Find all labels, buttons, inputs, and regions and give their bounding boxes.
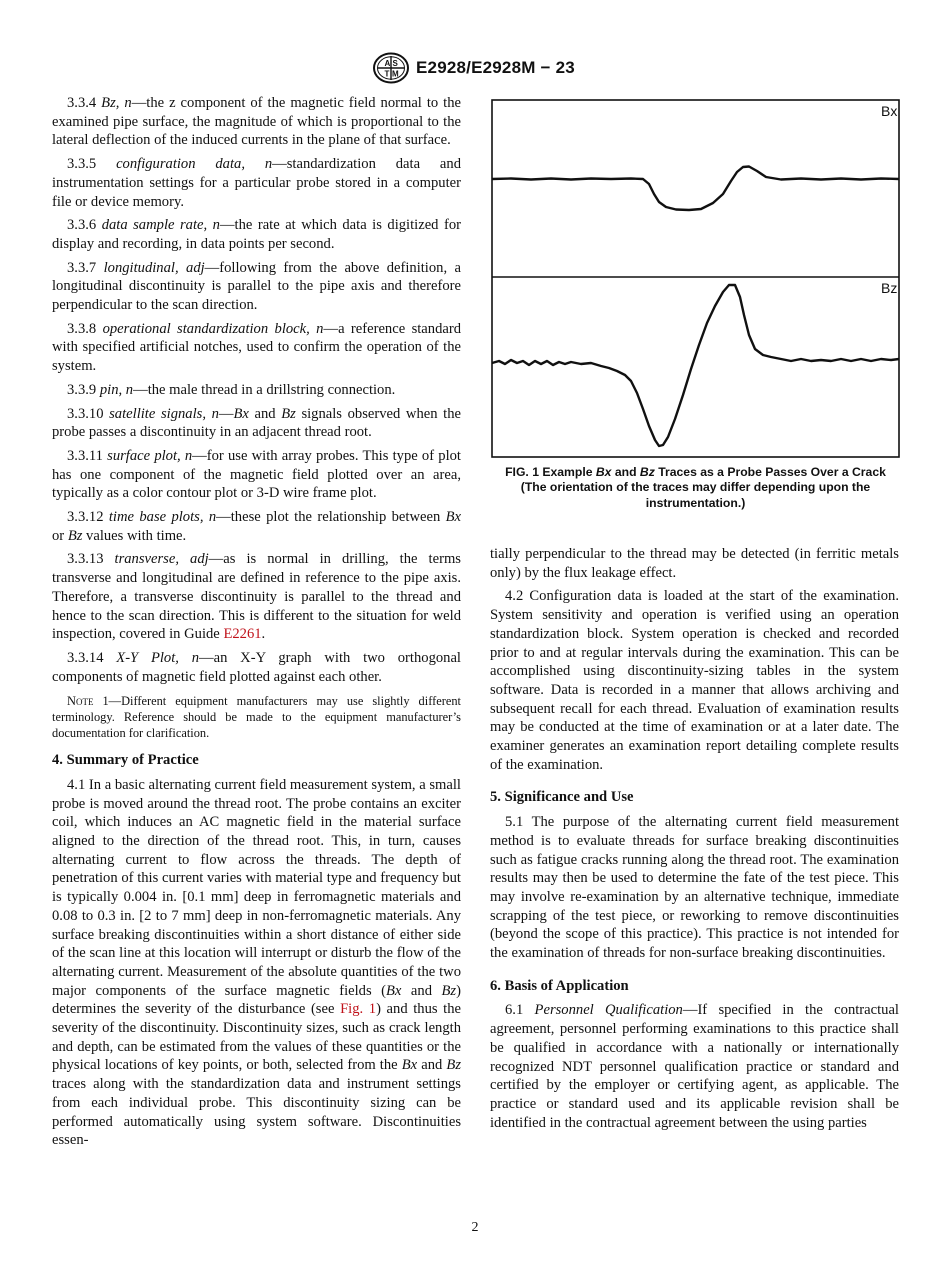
svg-text:T: T xyxy=(384,69,390,79)
plot-frame xyxy=(492,100,899,457)
section-6-heading: 6. Basis of Application xyxy=(490,977,629,994)
paragraph-4-1-continued: tially perpendicular to the thread may be detected (in ferritic metals only) by the flux leakage effect. xyxy=(490,546,899,581)
svg-text:M: M xyxy=(392,69,399,79)
definition-3-3-12: 3.3.12 time base plots, n—these plot the relationship between Bx or Bz values with time. xyxy=(52,509,462,544)
paragraph-6-1: 6.1 Personnel Qualification—If specified in the contractual agreement, personnel performing examinations to this practice shall be qualified in accordance with a nationally or internationally recognized NDT personnel qualification practice or standard and certified by the employer or certifying agent, as applicable. The practice or standard used and its applicable revision shall be identified in the contractual agreement between the using parties xyxy=(490,1002,899,1131)
paragraph-5-1: 5.1 The purpose of the alternating current field measurement method is to evaluate threads for surface breaking discontinuities such as fatigue cracks running along the thread root. The examination results may then be used to determine the fate of the test piece. This may involve re-examination by an alternative technique, immediate scrapping of the test piece, or reworking to remove discontinuities (beyond the scope of this practice). This practice is not intended for the examination of threads for non-surface breaking discontinuities. xyxy=(490,814,899,962)
definition-3-3-11: 3.3.11 surface plot, n—for use with array probes. This type of plot has one component of the magnetic field plotted over an area, typically as a color contour plot or 3-D wire frame plot. xyxy=(52,447,461,502)
section-4-heading: 4. Summary of Practice xyxy=(52,752,199,769)
figure-1-caption: FIG. 1 Example Bx and Bz Traces as a Probe Passes Over a Crack (The orientation of the traces may differ depending upon the instrumentation.) xyxy=(505,465,886,510)
fig-1-link[interactable]: Fig. 1 xyxy=(340,1001,377,1018)
document-designation: E2928/E2928M − 23 xyxy=(416,58,575,77)
svg-text:A: A xyxy=(384,59,391,68)
definition-3-3-4: 3.3.4 Bz, n—the z component of the magnetic field normal to the examined pipe surface, the magnitude of which is proportional to the lateral deflection of the induced currents in the plane of that surface. xyxy=(52,95,461,149)
definition-3-3-6: 3.3.6 data sample rate, n—the rate at which data is digitized for display and recording, in data points per second. xyxy=(52,217,461,252)
right-column xyxy=(490,545,899,1137)
bx-label: Bx xyxy=(881,103,898,119)
svg-text:S: S xyxy=(392,59,398,68)
bz-label: Bz xyxy=(881,280,898,296)
guide-e2261-link[interactable]: E2261 xyxy=(223,626,262,643)
definition-3-3-7: 3.3.7 longitudinal, adj—following from the above definition, a longitudinal discontinuity is parallel to the pipe axis and therefore perpendicular to the scan direction. xyxy=(52,259,461,314)
left-column xyxy=(52,94,461,1155)
trace-plot xyxy=(491,99,900,459)
paragraph-4-1: 4.1 In a basic alternating current field measurement system, a small probe is moved around the thread root. The probe contains an exciter coil, which induces an AC magnetic field in the material surface aligned to the direction of the thread root. This, in turn, causes alternating current to flow across the threads. The depth of penetration of this current varies with material type and frequency but is typically 0.004 in. [0.1 mm] deep in ferromagnetic materials and 0.08 to 0.3 in. [2 to 7 mm] deep in non-ferromagnetic materials. Any surface breaking discontinuities within a short distance of either side of the scan line at this location will interrupt or disturb the flow of the alternating current. Measurement of the absolute quantities of the two major components of the surface magnetic fields (Bx and Bz) determines the severity of the disturbance (see Fig. 1) and thus the severity of the discontinuity. Discontinuity sizes, such as crack length and depth, can be estimated from the values of these quantities or the physical locations of key points, or both, selected from the Bx and Bz traces along with the standardization data and instrument settings from each individual probe. This discontinuity sizing can be performed automatically using system software. Discontinuities essen- xyxy=(52,776,462,1149)
page-header xyxy=(0,52,950,86)
definition-3-3-10: 3.3.10 satellite signals, n—Bx and Bz signals observed when the probe passes a discontinuity in an adjacent thread root. xyxy=(52,405,461,441)
note-1: Note 1—Different equipment manufacturers may use slightly different terminology. Reference should be made to the equipment manufacturer’s documentation for clarification. xyxy=(52,694,461,740)
definition-3-3-14: 3.3.14 X-Y Plot, n—an X-Y graph with two orthogonal components of magnetic field plotted against each other. xyxy=(52,649,461,685)
astm-logo xyxy=(372,52,410,84)
paragraph-4-2: 4.2 Configuration data is loaded at the start of the examination. System sensitivity and operation is verified using an operation standardization block. System operation is checked and recorded prior to and at regular intervals during the examination. This can be accomplished using discontinuity-sizing tables in the system software. Data is recorded in a manner that allows archiving and subsequent recall for each thread. Evaluation of examination results may be conducted at the time of examination or at a later date. The examiner generates an examination report detailing complete results of the examination. xyxy=(490,588,899,773)
definition-3-3-13: 3.3.13 transverse, adj—as is normal in drilling, the terms transverse and longitudinal are defined in reference to the pipe axis. Therefore, a transverse discontinuity is parallel to the thread and hence to the scan direction. This is different to the situation for weld inspection, covered in Guide E2261. xyxy=(52,551,461,643)
figure-1 xyxy=(491,99,900,459)
definition-3-3-5: 3.3.5 configuration data, n—standardization data and instrumentation settings for a particular probe stored in a computer file or device memory. xyxy=(52,156,461,210)
section-5-heading: 5. Significance and Use xyxy=(490,789,634,806)
page-number: 2 xyxy=(471,1220,479,1235)
definition-3-3-9: 3.3.9 pin, n—the male thread in a drillstring connection. xyxy=(67,381,396,398)
definition-3-3-8: 3.3.8 operational standardization block, n—a reference standard with specified artificial notches, used to confirm the operation of the system. xyxy=(52,320,462,375)
